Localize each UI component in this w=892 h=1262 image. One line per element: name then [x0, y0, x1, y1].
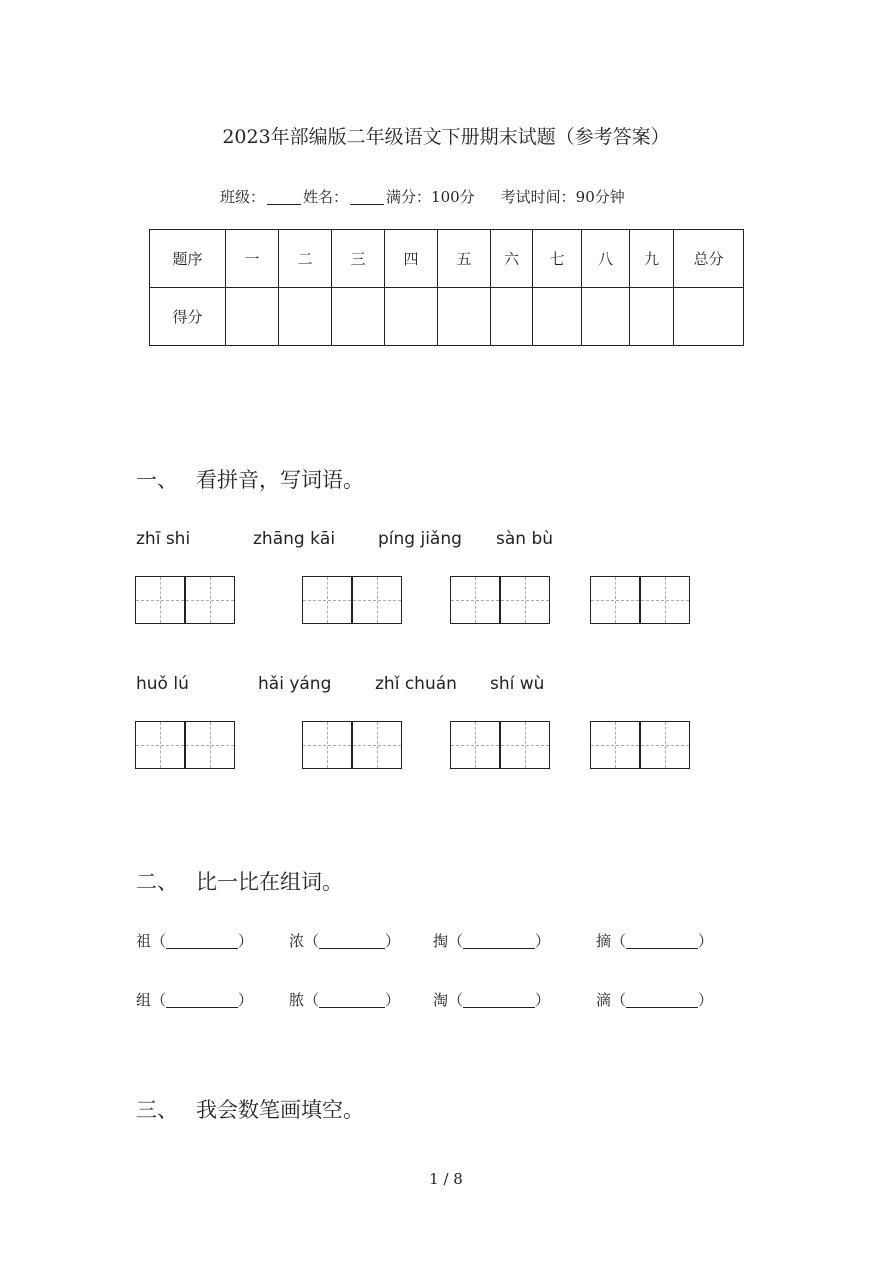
score-row-label: 得分 [150, 288, 226, 346]
pinyin-label: zhī shi [136, 529, 191, 549]
writing-grid-box[interactable] [302, 576, 352, 624]
writing-grid-box[interactable] [352, 721, 402, 769]
exam-time: 考试时间：90分钟 [500, 188, 625, 206]
score-header-cell: 七 [533, 230, 582, 288]
section-3-heading [136, 1094, 364, 1124]
writing-grid-box[interactable] [590, 576, 640, 624]
page-number: 1 / 8 [429, 1170, 463, 1188]
score-header-cell: 八 [582, 230, 630, 288]
answer-blank[interactable] [626, 994, 698, 1008]
score-header-cell: 题序 [150, 230, 226, 288]
pinyin-label: huǒ lú [136, 674, 189, 694]
answer-blank[interactable] [319, 935, 385, 949]
pinyin-label: zhǐ chuán [375, 674, 457, 694]
score-header-cell: 二 [279, 230, 332, 288]
section-title: 我会数笔画填空。 [196, 1098, 364, 1122]
word-char: 祖 [136, 932, 152, 950]
answer-blank[interactable] [166, 994, 238, 1008]
writing-grid-box[interactable] [352, 576, 402, 624]
word-item: 脓（ ） [289, 991, 401, 1009]
full-score: 满分：100分 [386, 188, 475, 206]
section-title: 比一比在组词。 [196, 870, 343, 894]
word-item: 掏（ ） [433, 932, 551, 950]
writing-grid-box[interactable] [185, 721, 235, 769]
answer-blank[interactable] [463, 994, 535, 1008]
writing-grid-box[interactable] [135, 721, 185, 769]
score-cell[interactable] [438, 288, 491, 346]
writing-grid-box[interactable] [640, 576, 690, 624]
word-item: 滴（ ） [596, 991, 714, 1009]
writing-grid-box[interactable] [640, 721, 690, 769]
score-header-cell: 四 [385, 230, 438, 288]
word-char: 组 [136, 991, 152, 1009]
word-char: 掏 [433, 932, 449, 950]
pinyin-label: hǎi yáng [258, 674, 332, 694]
section-number: 一、 [136, 468, 178, 492]
writing-grid-box[interactable] [185, 576, 235, 624]
score-cell[interactable] [533, 288, 582, 346]
score-cell[interactable] [491, 288, 533, 346]
section-number: 二、 [136, 870, 178, 894]
section-2-heading [136, 866, 343, 896]
section-title: 看拼音，写词语。 [196, 468, 364, 492]
page-title: 2023年部编版二年级语文下册期末试题（参考答案） [222, 126, 670, 148]
word-char: 浓 [289, 932, 305, 950]
writing-grid-box[interactable] [135, 576, 185, 624]
score-table-score-row [150, 288, 744, 346]
score-header-cell: 五 [438, 230, 491, 288]
answer-blank[interactable] [463, 935, 535, 949]
answer-blank[interactable] [626, 935, 698, 949]
word-item: 摘（ ） [596, 932, 714, 950]
word-item: 淘（ ） [433, 991, 551, 1009]
class-label: 班级： [220, 188, 266, 206]
score-header-cell: 三 [332, 230, 385, 288]
class-blank[interactable] [267, 190, 301, 205]
score-cell[interactable] [582, 288, 630, 346]
word-item: 组（ ） [136, 991, 254, 1009]
score-cell[interactable] [385, 288, 438, 346]
score-cell[interactable] [674, 288, 744, 346]
pinyin-label: píng jiǎng [378, 529, 462, 549]
score-cell[interactable] [279, 288, 332, 346]
name-blank[interactable] [350, 190, 384, 205]
score-table-header-row [150, 230, 744, 288]
score-cell[interactable] [332, 288, 385, 346]
word-item: 祖（ ） [136, 932, 254, 950]
word-item: 浓（ ） [289, 932, 401, 950]
word-char: 脓 [289, 991, 305, 1009]
word-char: 淘 [433, 991, 449, 1009]
answer-blank[interactable] [166, 935, 238, 949]
writing-grid-box[interactable] [590, 721, 640, 769]
writing-grid-box[interactable] [500, 721, 550, 769]
exam-info [220, 186, 625, 207]
pinyin-label: zhāng kāi [253, 529, 336, 549]
score-header-cell: 总分 [674, 230, 744, 288]
writing-grid-box[interactable] [450, 721, 500, 769]
name-label: 姓名： [303, 188, 349, 206]
score-cell[interactable] [226, 288, 279, 346]
pinyin-label: sàn bù [496, 529, 554, 549]
score-header-cell: 一 [226, 230, 279, 288]
score-header-cell: 九 [630, 230, 674, 288]
writing-grid-box[interactable] [450, 576, 500, 624]
answer-blank[interactable] [319, 994, 385, 1008]
writing-grid-box[interactable] [500, 576, 550, 624]
writing-grid-box[interactable] [302, 721, 352, 769]
word-char: 摘 [596, 932, 612, 950]
section-number: 三、 [136, 1098, 178, 1122]
score-header-cell: 六 [491, 230, 533, 288]
word-char: 滴 [596, 991, 612, 1009]
section-1-heading [136, 464, 364, 494]
score-cell[interactable] [630, 288, 674, 346]
pinyin-label: shí wù [490, 674, 545, 694]
score-table [149, 229, 744, 346]
